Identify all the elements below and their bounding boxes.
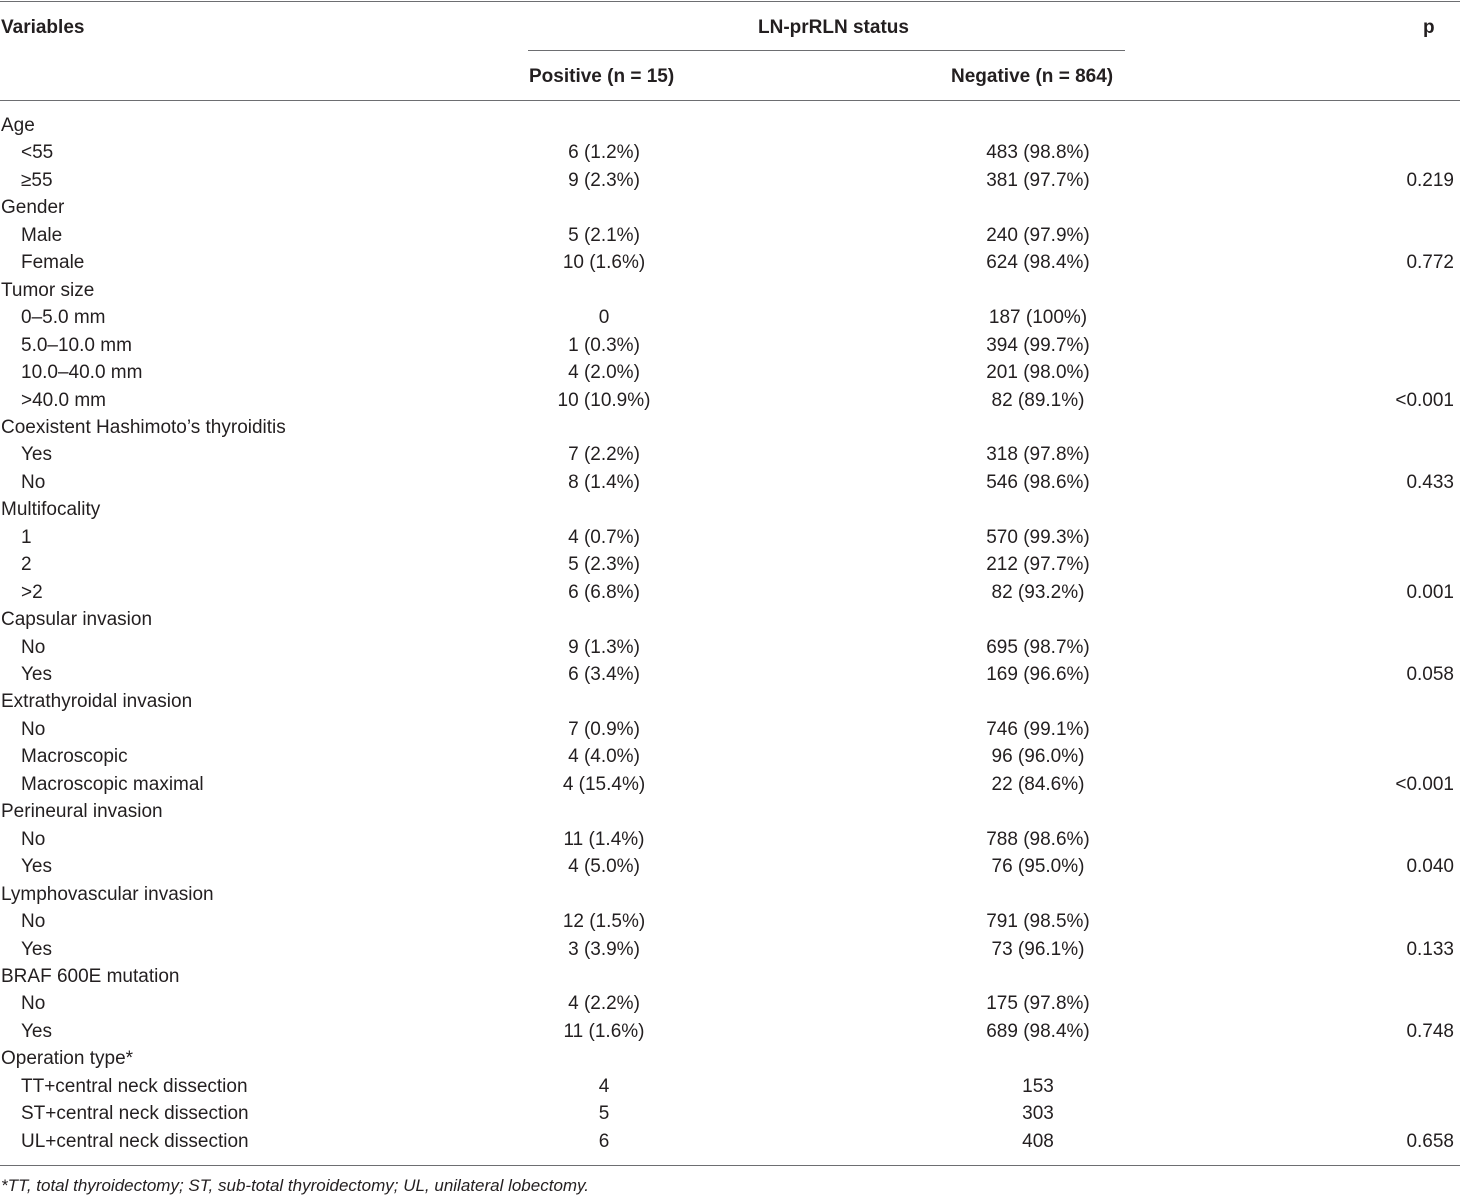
row-positive: 7 (0.9%) — [568, 718, 640, 740]
row-variable: Male — [21, 224, 63, 246]
row-variable: Operation type* — [1, 1048, 134, 1070]
row-positive: 0 — [598, 307, 610, 329]
row-variable: Coexistent Hashimoto’s thyroiditis — [1, 416, 286, 438]
table-row — [0, 990, 1460, 1017]
row-variable: >2 — [21, 581, 43, 603]
row-variable: No — [21, 911, 46, 933]
table-bottom-rule — [0, 1165, 1460, 1166]
table-row — [0, 1128, 1460, 1155]
row-variable: Tumor size — [1, 279, 95, 301]
row-variable: No — [21, 636, 46, 658]
row-variable: Extrathyroidal invasion — [1, 691, 193, 713]
row-negative: 788 (98.6%) — [986, 828, 1090, 850]
table-row — [0, 304, 1460, 331]
row-negative: 624 (98.4%) — [986, 252, 1090, 274]
table-row — [0, 1073, 1460, 1100]
row-variable: Yes — [21, 1020, 52, 1042]
table-row — [0, 853, 1460, 880]
row-negative: 408 — [1022, 1130, 1054, 1152]
row-negative: 82 (93.2%) — [991, 581, 1085, 603]
row-variable: ≥55 — [21, 169, 53, 191]
header-bottom-rule — [0, 100, 1460, 101]
row-positive: 4 (0.7%) — [568, 526, 640, 548]
row-variable: Multifocality — [1, 499, 101, 521]
table-row — [0, 661, 1460, 688]
row-positive: 4 (2.0%) — [568, 362, 640, 384]
table-row — [0, 139, 1460, 166]
table-row — [0, 963, 1460, 990]
row-positive: 3 (3.9%) — [568, 938, 640, 960]
row-variable: No — [21, 828, 46, 850]
header-negative: Negative (n = 864) — [951, 66, 1114, 87]
row-positive: 4 (5.0%) — [568, 856, 640, 878]
table-row — [0, 387, 1460, 414]
row-positive: 5 — [598, 1103, 610, 1125]
row-variable: <55 — [21, 142, 54, 164]
table-row — [0, 1045, 1460, 1072]
row-p-value: 0.433 — [1406, 471, 1454, 493]
table-row — [0, 551, 1460, 578]
table-row — [0, 908, 1460, 935]
row-variable: Lymphovascular invasion — [1, 883, 214, 905]
table-row — [0, 524, 1460, 551]
row-negative: 303 — [1022, 1103, 1054, 1125]
table-row — [0, 936, 1460, 963]
row-negative: 187 (100%) — [988, 307, 1088, 329]
header-variables: Variables — [1, 17, 85, 38]
table-row — [0, 881, 1460, 908]
row-negative: 746 (99.1%) — [986, 718, 1090, 740]
header-p: p — [1423, 17, 1435, 38]
row-negative: 695 (98.7%) — [986, 636, 1090, 658]
row-variable: No — [21, 471, 46, 493]
row-variable: BRAF 600E mutation — [1, 965, 180, 987]
row-positive: 6 (3.4%) — [568, 664, 640, 685]
row-negative: 212 (97.7%) — [986, 554, 1090, 576]
table-row — [0, 688, 1460, 715]
row-positive: 6 (1.2%) — [568, 142, 640, 164]
row-positive: 4 (4.0%) — [568, 746, 640, 768]
row-variable: >40.0 mm — [21, 389, 107, 411]
table-row — [0, 222, 1460, 249]
header-group-rule — [528, 50, 1125, 51]
header-group-title: LN-prRLN status — [758, 17, 909, 38]
row-variable: 0–5.0 mm — [21, 307, 106, 329]
row-negative: 483 (98.8%) — [986, 142, 1090, 164]
row-variable: Gender — [1, 197, 65, 219]
row-variable: 2 — [21, 554, 32, 576]
row-p-value: 0.748 — [1406, 1020, 1454, 1042]
row-variable: Macroscopic — [21, 746, 128, 768]
table-row — [0, 112, 1460, 139]
row-positive: 10 (1.6%) — [562, 252, 646, 274]
row-variable: 10.0–40.0 mm — [21, 362, 143, 384]
row-negative: 570 (99.3%) — [986, 526, 1090, 548]
table-row — [0, 414, 1460, 441]
row-positive: 1 (0.3%) — [568, 334, 640, 356]
row-negative: 240 (97.9%) — [986, 224, 1090, 246]
table-row — [0, 798, 1460, 825]
row-negative: 394 (99.7%) — [986, 334, 1090, 356]
row-positive: 9 (2.3%) — [568, 169, 640, 191]
row-negative: 546 (98.6%) — [986, 471, 1090, 493]
row-p-value: 0.058 — [1406, 664, 1454, 685]
row-variable: UL+central neck dissection — [21, 1130, 249, 1152]
table-top-rule — [0, 1, 1460, 2]
row-variable: Yes — [21, 938, 52, 960]
row-positive: 4 — [598, 1075, 610, 1097]
row-positive: 7 (2.2%) — [568, 444, 640, 466]
table-row — [0, 496, 1460, 523]
table-row — [0, 441, 1460, 468]
row-variable: Macroscopic maximal — [21, 773, 204, 795]
row-variable: No — [21, 993, 46, 1015]
row-variable: No — [21, 718, 46, 740]
row-p-value: <0.001 — [1395, 389, 1454, 411]
row-positive: 11 (1.6%) — [563, 1020, 645, 1042]
table-row — [0, 332, 1460, 359]
row-negative: 791 (98.5%) — [986, 911, 1090, 933]
row-negative: 169 (96.6%) — [986, 664, 1090, 685]
table-row — [0, 1018, 1460, 1045]
row-p-value: 0.001 — [1406, 581, 1454, 603]
row-negative: 689 (98.4%) — [986, 1020, 1090, 1042]
footnote: *TT, total thyroidectomy; ST, sub-total thyroidectomy; UL, unilateral lobectomy. — [1, 1176, 590, 1195]
row-p-value: 0.772 — [1406, 252, 1454, 274]
row-negative: 76 (95.0%) — [991, 856, 1085, 878]
table-row — [0, 743, 1460, 770]
row-variable: Yes — [21, 444, 52, 466]
row-p-value: 0.133 — [1406, 938, 1454, 960]
row-negative: 153 — [1022, 1075, 1054, 1097]
row-negative: 318 (97.8%) — [986, 444, 1090, 466]
table-row — [0, 277, 1460, 304]
row-p-value: 0.040 — [1406, 856, 1454, 878]
table-row — [0, 826, 1460, 853]
row-p-value: <0.001 — [1395, 773, 1454, 795]
row-positive: 12 (1.5%) — [562, 911, 646, 933]
row-variable: 1 — [21, 526, 32, 548]
row-positive: 6 (6.8%) — [568, 581, 640, 603]
row-negative: 22 (84.6%) — [991, 773, 1085, 795]
row-positive: 8 (1.4%) — [568, 471, 640, 493]
table-row — [0, 167, 1460, 194]
row-variable: Perineural invasion — [1, 801, 163, 823]
row-negative: 96 (96.0%) — [991, 746, 1085, 768]
row-variable: ST+central neck dissection — [21, 1103, 249, 1125]
row-positive: 6 — [598, 1130, 610, 1152]
table-row — [0, 579, 1460, 606]
table-row — [0, 634, 1460, 661]
row-positive: 5 (2.1%) — [568, 224, 640, 246]
table-row — [0, 716, 1460, 743]
row-positive: 9 (1.3%) — [568, 636, 640, 658]
row-variable: Age — [1, 115, 35, 136]
row-variable: Yes — [21, 856, 52, 878]
row-positive: 4 (2.2%) — [568, 993, 640, 1015]
table-row — [0, 249, 1460, 276]
row-negative: 381 (97.7%) — [986, 169, 1090, 191]
row-variable: TT+central neck dissection — [21, 1075, 248, 1097]
table-row — [0, 606, 1460, 633]
row-negative: 201 (98.0%) — [986, 362, 1090, 384]
row-positive: 11 (1.4%) — [563, 828, 645, 850]
row-variable: Female — [21, 252, 85, 274]
row-variable: Capsular invasion — [1, 609, 153, 631]
row-positive: 4 (15.4%) — [562, 773, 646, 795]
row-positive: 10 (10.9%) — [557, 389, 651, 411]
row-negative: 175 (97.8%) — [986, 993, 1090, 1015]
table-row — [0, 359, 1460, 386]
row-p-value: 0.219 — [1406, 169, 1454, 191]
header-positive: Positive (n = 15) — [529, 66, 675, 87]
row-negative: 73 (96.1%) — [991, 938, 1085, 960]
row-p-value: 0.658 — [1406, 1130, 1454, 1152]
row-negative: 82 (89.1%) — [991, 389, 1085, 411]
table-row — [0, 194, 1460, 221]
row-variable: Yes — [21, 664, 52, 685]
table-row — [0, 771, 1460, 798]
row-positive: 5 (2.3%) — [568, 554, 640, 576]
table-row — [0, 1100, 1460, 1127]
row-variable: 5.0–10.0 mm — [21, 334, 132, 356]
table-row — [0, 469, 1460, 496]
